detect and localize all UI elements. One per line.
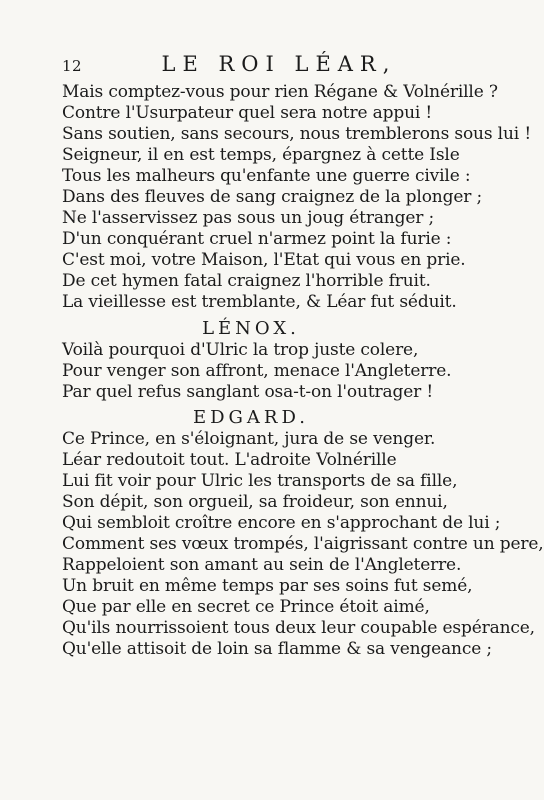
- verse-line: Par quel refus sanglant osa-t-on l'outrager !: [62, 382, 434, 402]
- verse-line: Contre l'Usurpateur quel sera notre appui !: [62, 103, 433, 123]
- verse-line: Seigneur, il en est temps, épargnez à cette Isle: [62, 145, 460, 165]
- verse-line: D'un conquérant cruel n'armez point la furie :: [62, 229, 452, 249]
- verse-line: Dans des fleuves de sang craignez de la plonger ;: [62, 187, 483, 207]
- verse-line: Sans soutien, sans secours, nous tremblerons sous lui !: [62, 124, 531, 144]
- speaker-name: EDGARD.: [192, 407, 309, 428]
- verse-line: De cet hymen fatal craignez l'horrible fruit.: [62, 271, 431, 291]
- page-number: 12: [62, 57, 83, 75]
- verse-line: Un bruit en même temps par ses soins fut semé,: [62, 576, 473, 596]
- verse-line: Pour venger son affront, menace l'Angleterre.: [62, 361, 452, 381]
- verse-text: [62, 82, 544, 660]
- verse-line: Lui fit voir pour Ulric les transports de sa fille,: [62, 471, 458, 491]
- verse-line: Qu'elle attisoit de loin sa flamme & sa vengeance ;: [62, 639, 492, 659]
- verse-line: Mais comptez-vous pour rien Régane & Volnérille ?: [62, 82, 498, 102]
- verse-line: Voilà pourquoi d'Ulric la trop juste colere,: [62, 340, 419, 360]
- verse-line: Que par elle en secret ce Prince étoit aimé,: [62, 597, 430, 617]
- verse-line: C'est moi, votre Maison, l'Etat qui vous en prie.: [62, 250, 466, 270]
- verse-line: Ce Prince, en s'éloignant, jura de se venger.: [62, 429, 436, 449]
- verse-line: Ne l'asservissez pas sous un joug étranger ;: [62, 208, 435, 228]
- spacer: [62, 403, 440, 405]
- spacer: [62, 313, 440, 316]
- verse-line: Qu'ils nourrissoient tous deux leur coupable espérance,: [62, 618, 535, 638]
- verse-line: Léar redoutoit tout. L'adroite Volnérille: [62, 450, 397, 470]
- verse-line: Son dépit, son orgueil, sa froideur, son ennui,: [62, 492, 448, 512]
- verse-line: Comment ses vœux trompés, l'aigrissant contre un pere,: [62, 534, 544, 554]
- page-header: [62, 52, 434, 80]
- speaker-name: LÉNOX.: [202, 318, 300, 339]
- running-title: LE ROI LÉAR,: [161, 52, 397, 76]
- verse-line: Rappeloient son amant au sein de l'Angleterre.: [62, 555, 462, 575]
- verse-line: Tous les malheurs qu'enfante une guerre civile :: [62, 166, 471, 186]
- verse-line: Qui sembloit croître encore en s'approchant de lui ;: [62, 513, 501, 533]
- verse-line: La vieillesse est tremblante, & Léar fut séduit.: [62, 292, 457, 312]
